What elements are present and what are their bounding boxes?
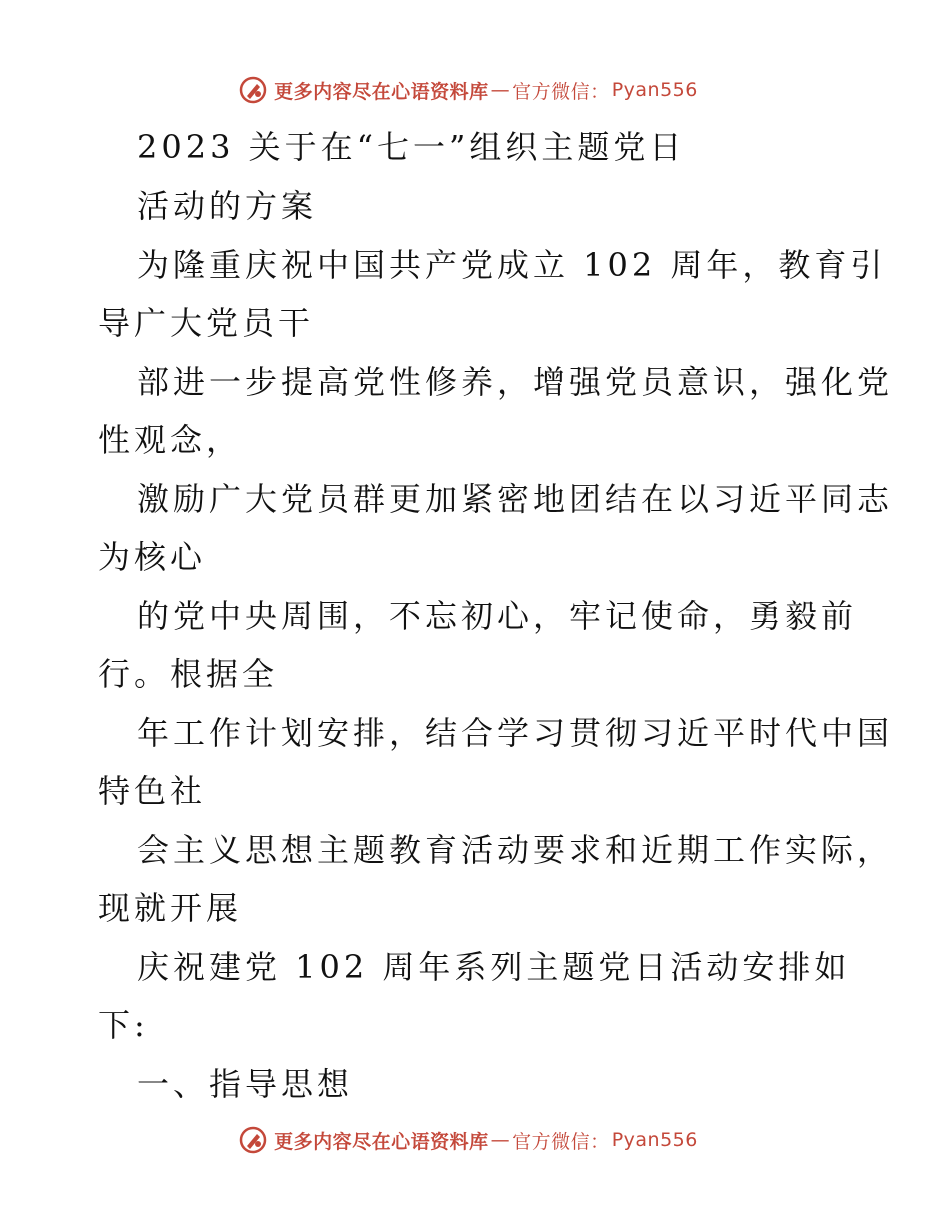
doc-body-line: 行。根据全 <box>98 655 279 693</box>
doc-body-line: 为隆重庆祝中国共产党成立 102 周年，教育引 <box>137 246 887 284</box>
watermark-text: 更多内容尽在心语资料库 <box>274 80 489 103</box>
pen-logo-icon <box>238 75 268 105</box>
doc-body-line: 性观念， <box>98 421 243 459</box>
watermark-wechat-label: 官方微信： <box>512 80 610 103</box>
doc-body-line: 为核心 <box>98 538 207 576</box>
doc-body-line: 现就开展 <box>98 889 243 927</box>
watermark-wechat-id: Pyan556 <box>611 79 698 101</box>
doc-body-line: 特色社 <box>98 772 207 810</box>
header-watermark <box>0 70 950 110</box>
doc-body-line: 年工作计划安排，结合学习贯彻习近平时代中国 <box>137 714 894 752</box>
watermark-wechat-label: 官方微信： <box>512 1130 610 1153</box>
doc-body-line: 的党中央周围，不忘初心，牢记使命，勇毅前 <box>137 597 858 635</box>
doc-body-line: 导广大党员干 <box>98 304 315 342</box>
doc-body-line: 部进一步提高党性修养，增强党员意识，强化党 <box>137 363 894 401</box>
watermark-wechat-id: Pyan556 <box>611 1129 698 1151</box>
doc-body-line: 庆祝建党 102 周年系列主题党日活动安排如 <box>137 948 851 986</box>
doc-title-line-1: 2023 关于在“七一”组织主题党日 <box>137 128 686 166</box>
doc-body-line: 激励广大党员群更加紧密地团结在以习近平同志 <box>137 480 894 518</box>
doc-body-line: 下: <box>98 1006 149 1044</box>
footer-watermark <box>0 1120 950 1160</box>
pen-logo-icon <box>238 1125 268 1155</box>
section-heading: 一、指导思想 <box>137 1065 354 1103</box>
watermark-dash: — <box>490 1129 511 1151</box>
watermark-text: 更多内容尽在心语资料库 <box>274 1130 489 1153</box>
doc-body-line: 会主义思想主题教育活动要求和近期工作实际， <box>137 831 894 869</box>
watermark-dash: — <box>490 79 511 101</box>
doc-title-line-2: 活动的方案 <box>137 187 318 225</box>
